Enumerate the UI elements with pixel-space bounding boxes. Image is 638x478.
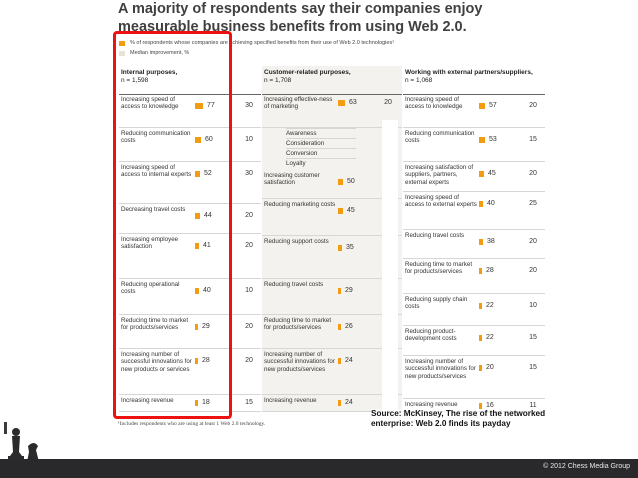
- chart-title: A majority of respondents say their companies enjoy measurable business benefits from using Web 2.0.: [118, 1, 483, 35]
- bar-value-label: 57: [489, 102, 497, 109]
- median-value-label: 10: [245, 287, 253, 294]
- marketing-subitem: [286, 148, 356, 158]
- panel-partners-header: [405, 69, 533, 85]
- chart-row-partners: [403, 326, 545, 356]
- legend-item-median: [119, 48, 394, 58]
- subitem-label: Loyalty: [286, 160, 306, 167]
- bar-value-label: 20: [486, 364, 494, 371]
- bar-mark: [479, 103, 485, 109]
- bar-mark: [195, 213, 200, 219]
- chart-row-internal: [119, 128, 261, 162]
- bar-mark: [195, 137, 201, 143]
- median-value-label: 25: [529, 200, 537, 207]
- median-value-label: 20: [384, 99, 392, 106]
- median-value-label: 10: [529, 302, 537, 309]
- bar-value-label: 16: [486, 402, 494, 409]
- category-label: Increasing speed of access to knowledge: [121, 96, 179, 111]
- median-column-background: [382, 120, 398, 412]
- bar-mark: [479, 365, 482, 371]
- subitem-label: Awareness: [286, 130, 317, 137]
- bar-value-label: 24: [345, 399, 353, 406]
- chart-row-partners: [403, 294, 545, 326]
- panel-customer-n: n = 1,708: [264, 77, 292, 84]
- chart-row-internal: [119, 315, 261, 349]
- bar-mark: [479, 201, 483, 207]
- bar-value-label: 60: [205, 136, 213, 143]
- category-label: Increasing revenue: [264, 397, 317, 404]
- median-value-label: 11: [529, 402, 537, 409]
- bar-mark: [195, 324, 198, 330]
- median-value-label: 15: [529, 334, 537, 341]
- bar-value-label: 45: [488, 170, 496, 177]
- chart-row-partners: [403, 128, 545, 162]
- median-value-label: 15: [245, 399, 253, 406]
- bar-mark: [479, 335, 482, 341]
- bar-mark: [479, 137, 485, 143]
- bar-value-label: 24: [345, 357, 353, 364]
- bar-mark: [338, 179, 343, 185]
- category-label: Increasing revenue: [121, 397, 174, 404]
- bar-value-label: 44: [204, 212, 212, 219]
- bar-mark: [195, 400, 198, 406]
- bar-value-label: 26: [345, 323, 353, 330]
- legend-swatch-orange: [119, 41, 125, 46]
- chart-row-partners: [403, 94, 545, 128]
- panel-partners-n: n = 1,068: [405, 77, 433, 84]
- panel-internal-title: Internal purposes,: [121, 69, 178, 76]
- marketing-subitem: [286, 128, 356, 138]
- median-value-label: 10: [245, 136, 253, 143]
- bar-value-label: 45: [347, 207, 355, 214]
- category-label: Increasing number of successful innovations for new products/services: [405, 358, 476, 380]
- category-label: Decreasing travel costs: [121, 206, 186, 213]
- category-label: Reducing product-development costs: [405, 328, 457, 343]
- bar-value-label: 35: [346, 244, 354, 251]
- chart-row-internal: [119, 279, 261, 315]
- chart-row-partners: [403, 356, 545, 399]
- legend-label-percent: % of respondents whose companies are achieving specified benefits from their use of Web 2.0 technologies¹: [130, 40, 395, 46]
- bar-mark: [338, 245, 342, 251]
- chart-row-internal: [119, 395, 261, 412]
- bar-mark: [195, 358, 198, 364]
- bar-value-label: 40: [203, 287, 211, 294]
- category-label: Reducing communication costs: [121, 130, 191, 145]
- chart-row-internal: [119, 94, 261, 128]
- bar-value-label: 22: [486, 334, 494, 341]
- bar-mark: [195, 171, 200, 177]
- bar-mark: [338, 288, 341, 294]
- category-label: Reducing supply chain costs: [405, 296, 468, 311]
- category-label: Increasing number of successful innovations for new products/services: [264, 351, 335, 373]
- bar-value-label: 28: [202, 357, 210, 364]
- median-value-label: 20: [529, 170, 537, 177]
- bar-value-label: 38: [487, 238, 495, 245]
- category-label: Increasing speed of access to internal experts: [121, 164, 192, 179]
- bar-mark: [338, 324, 341, 330]
- median-value-label: 30: [245, 170, 253, 177]
- legend-swatch-median: [119, 51, 125, 56]
- category-label: Reducing time to market for products/services: [405, 261, 473, 276]
- median-value-label: 20: [245, 212, 253, 219]
- footer-bar: [0, 459, 638, 478]
- category-label: Increasing employee satisfaction: [121, 236, 179, 251]
- chart-row-customer: [262, 170, 402, 199]
- marketing-subitem: [286, 158, 356, 168]
- row-divider: [119, 411, 261, 412]
- panel-partners: [403, 66, 545, 412]
- source-citation: Source: McKinsey, The rise of the networked enterprise: Web 2.0 finds its payday: [371, 409, 586, 429]
- category-label: Increasing revenue: [405, 401, 458, 408]
- bar-mark: [338, 100, 345, 106]
- bar-value-label: 28: [486, 267, 494, 274]
- bar-value-label: 29: [202, 323, 210, 330]
- bar-value-label: 18: [202, 399, 210, 406]
- panel-internal-n: n = 1,598: [121, 77, 149, 84]
- category-label: Reducing operational costs: [121, 281, 180, 296]
- category-label: Reducing support costs: [264, 238, 329, 245]
- chart-row-internal: [119, 162, 261, 204]
- category-label: Increasing customer satisfaction: [264, 172, 320, 187]
- panel-customer: [262, 66, 402, 412]
- panel-internal-header: [121, 69, 177, 85]
- copyright: © 2012 Chess Media Group: [543, 463, 630, 470]
- bar-mark: [195, 243, 199, 249]
- median-value-label: 30: [245, 102, 253, 109]
- legend-label-median: Median improvement, %: [130, 50, 190, 56]
- median-value-label: 20: [245, 323, 253, 330]
- chart-row-internal: [119, 204, 261, 234]
- bar-value-label: 40: [487, 200, 495, 207]
- chart-row-customer: [262, 279, 402, 315]
- category-label: Reducing marketing costs: [264, 201, 336, 208]
- category-label: Reducing communication costs: [405, 130, 475, 145]
- bar-mark: [479, 268, 482, 274]
- footnote: ¹Includes respondents who are using at least 1 Web 2.0 technology.: [118, 421, 266, 427]
- bar-mark: [479, 303, 482, 309]
- median-value-label: 20: [245, 357, 253, 364]
- median-value-label: 15: [529, 136, 537, 143]
- subitem-label: Conversion: [286, 150, 318, 157]
- panel-customer-header: [264, 69, 351, 85]
- median-value-label: 20: [529, 102, 537, 109]
- chart-row-partners: [403, 162, 545, 192]
- chart-row-customer: [262, 94, 402, 128]
- bar-value-label: 77: [207, 102, 215, 109]
- bar-mark: [479, 171, 484, 177]
- bar-value-label: 41: [203, 242, 211, 249]
- bar-mark: [195, 288, 199, 294]
- bar-value-label: 63: [349, 99, 357, 106]
- chart-row-partners: [403, 230, 545, 259]
- bar-value-label: 50: [347, 178, 355, 185]
- category-label: Increasing satisfaction of suppliers, partners, external experts: [405, 164, 474, 186]
- bar-value-label: 52: [204, 170, 212, 177]
- chart-row-customer: [262, 315, 402, 349]
- legend: [119, 38, 394, 58]
- category-label: Reducing travel costs: [264, 281, 324, 288]
- chart-row-customer: [262, 236, 402, 279]
- category-label: Reducing time to market for products/services: [121, 317, 189, 332]
- bar-mark: [338, 358, 341, 364]
- median-value-label: 20: [245, 242, 253, 249]
- category-label: Increasing number of successful innovations for new products or services: [121, 351, 192, 373]
- panel-internal: [119, 66, 261, 412]
- bar-mark: [479, 239, 483, 245]
- panel-partners-title: Working with external partners/suppliers,: [405, 69, 533, 76]
- chart-row-partners: [403, 259, 545, 294]
- chart-row-customer: [262, 349, 402, 395]
- marketing-subitem: [286, 138, 356, 148]
- chart-row-customer: [262, 199, 402, 236]
- median-value-label: 15: [529, 364, 537, 371]
- category-label: Increasing effective-ness of marketing: [264, 96, 333, 111]
- category-label: Reducing travel costs: [405, 232, 465, 239]
- median-value-label: 20: [529, 267, 537, 274]
- category-label: Increasing speed of access to knowledge: [405, 96, 463, 111]
- bar-mark: [338, 208, 343, 214]
- bar-mark: [195, 103, 203, 109]
- category-label: Reducing time to market for products/services: [264, 317, 332, 332]
- chart-row-partners: [403, 192, 545, 230]
- bar-value-label: 53: [489, 136, 497, 143]
- bar-mark: [338, 400, 341, 406]
- panel-customer-title: Customer-related purposes,: [264, 69, 351, 76]
- bar-value-label: 22: [486, 302, 494, 309]
- legend-item-percent: [119, 38, 394, 48]
- median-value-label: 20: [529, 238, 537, 245]
- chart-row-internal: [119, 234, 261, 279]
- category-label: Increasing speed of access to external experts: [405, 194, 477, 209]
- chart-row-internal: [119, 349, 261, 395]
- bar-value-label: 29: [345, 287, 353, 294]
- subitem-label: Consideration: [286, 140, 325, 147]
